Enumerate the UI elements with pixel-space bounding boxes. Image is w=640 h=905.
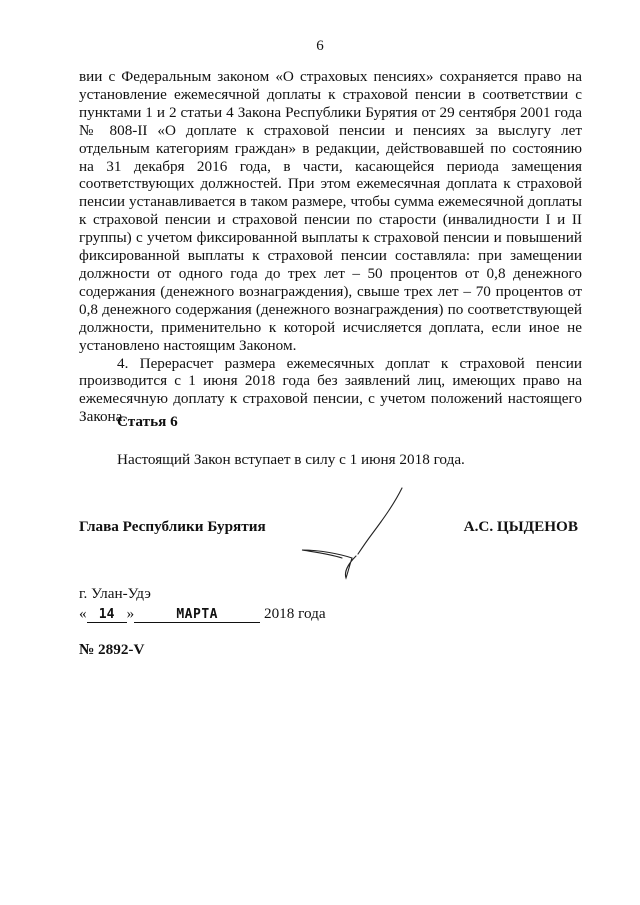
body-text: [79, 68, 582, 426]
handwritten-signature: [296, 482, 426, 582]
article-heading: Статья 6: [117, 413, 178, 430]
signer-name: А.С. ЦЫДЕНОВ: [463, 518, 578, 535]
law-number: № 2892-V: [79, 641, 145, 658]
date-month: МАРТА: [134, 607, 260, 623]
place-of-signing: г. Улан-Удэ: [79, 585, 151, 602]
date-close-quote: »: [126, 605, 135, 622]
page-number: 6: [316, 38, 324, 54]
date-open-quote: «: [79, 605, 87, 622]
date-day: 14: [87, 607, 127, 623]
paragraph-continuation: вии с Федеральным законом «О страховых пенсиях» сохраняется право на установление ежемесячной доплаты к страховой пенсии в соответствии с пунктами 1 и 2 статьи 4 Закона Республики Бурятия от 29 сентября 2001 года № 808-II «О доплате к страховой пенсии и пенсиях за выслугу лет отдельным категориям граждан» в редакции, действовавшей по состоянию на 31 декабря 2016 года, в части, касающейся периода замещения соответствующих должностей. При этом ежемесячная доплата к страховой пенсии устанавливается в таком размере, чтобы сумма ежемесячной доплаты к страховой пенсии и страховой пенсии по старости (инвалидности I и II группы) с учетом фиксированной выплаты к страховой пенсии и повышений фиксированной выплаты к страховой пенсии составляла: при замещении должности от одного года до трех лет – 50 процентов от 0,8 денежного содержания (денежного вознаграждения), свыше трех лет – 70 процентов от 0,8 денежного содержания (денежного вознаграждения) по соответствующей должности, применительно к которой исчисляется доплата, если иное не установлено настоящим Законом.: [79, 68, 582, 354]
signer-title: Глава Республики Бурятия: [79, 518, 266, 535]
paragraph-item-4: 4. Перерасчет размера ежемесячных доплат к страховой пенсии производится с 1 июня 2018 года без заявлений лиц, имеющих право на ежемесячную доплату к страховой пенсии, с учетом положений настоящего Закона.: [79, 354, 582, 426]
signing-date: [79, 605, 326, 623]
article-text: Настоящий Закон вступает в силу с 1 июня 2018 года.: [117, 451, 465, 468]
date-year: 2018 года: [263, 605, 326, 622]
